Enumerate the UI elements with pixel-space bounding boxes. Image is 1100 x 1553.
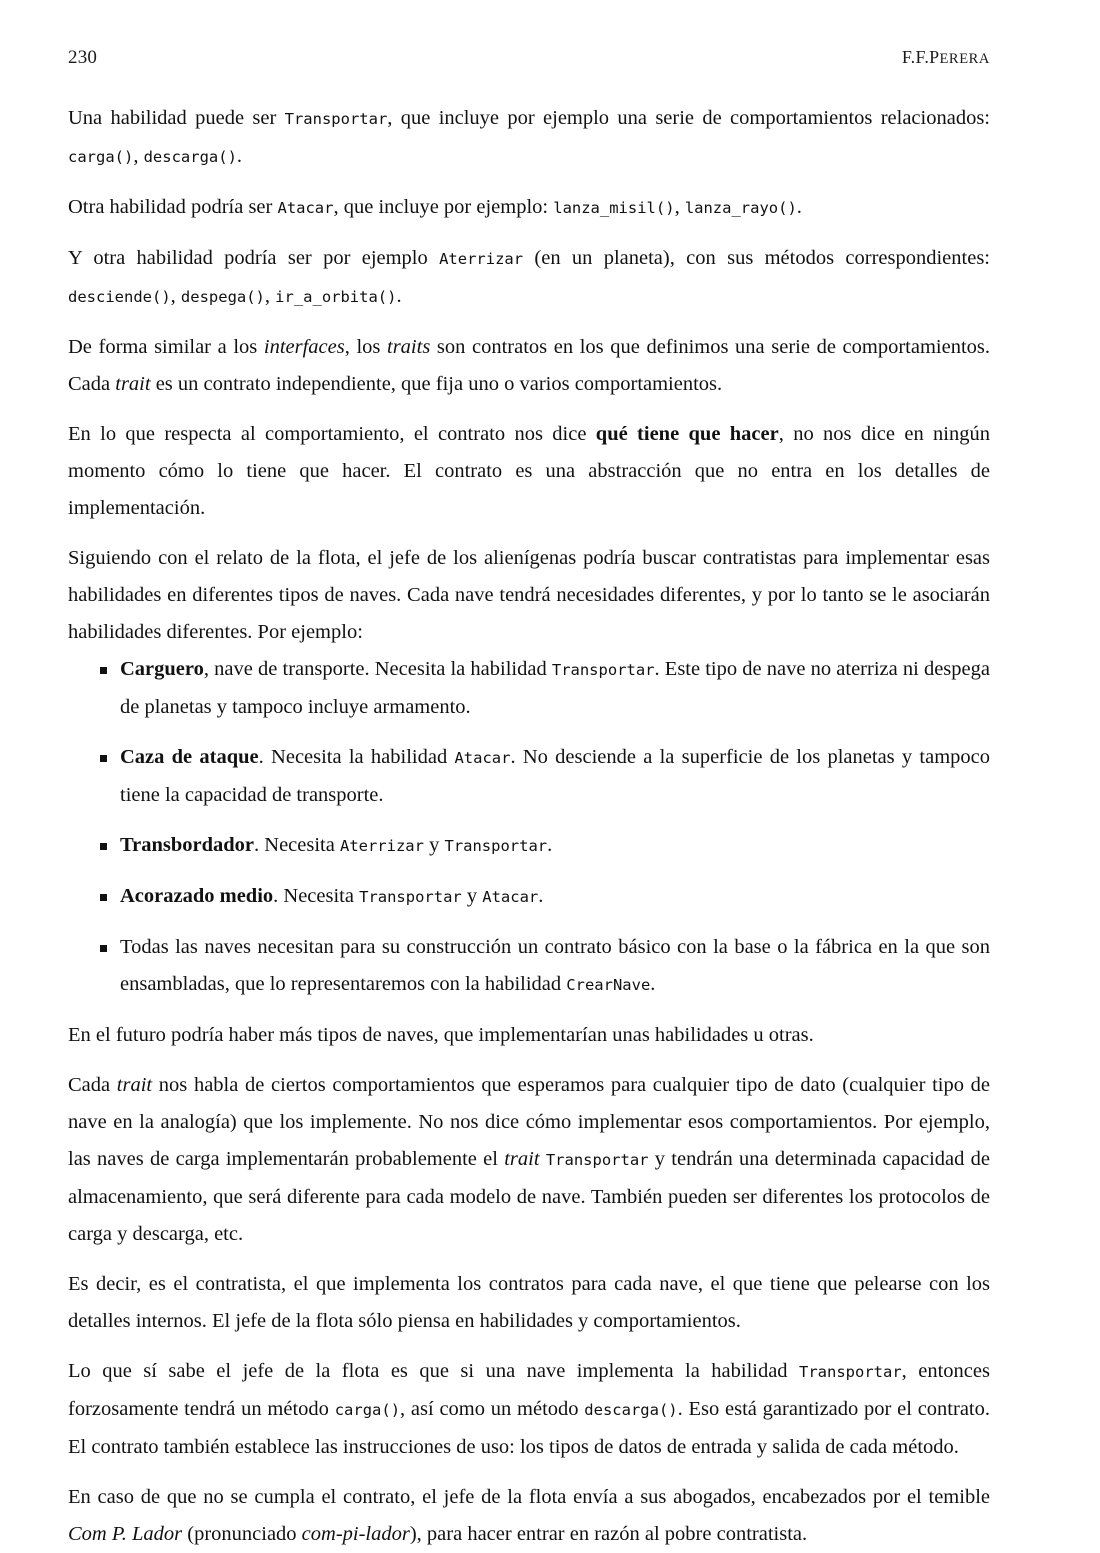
- emphasis-span: trait: [116, 1074, 153, 1096]
- ship-types-list: [68, 651, 990, 1004]
- text-span: nos habla de ciertos comportamientos que esperamos para cualquier tipo de dato (cualquier tipo de nave en la analogía) que los implemente. No nos dice cómo implementar esos comportamientos. Por ejemplo, las naves de carga implementarán probablemente el: [68, 1074, 990, 1170]
- code-span: Aterrizar: [439, 250, 524, 268]
- text-span: (pronunciado: [182, 1523, 302, 1545]
- code-span: desciende(): [68, 288, 171, 306]
- p-habilidad-aterrizar: [68, 240, 990, 316]
- code-span: despega(): [180, 288, 265, 306]
- text-span: , que incluye por ejemplo:: [333, 196, 554, 218]
- text-span: y: [423, 834, 445, 856]
- text-span: Otra habilidad podría ser: [68, 196, 278, 218]
- running-head-author-smallcaps: ERERA: [939, 51, 990, 67]
- text-span: ,: [264, 285, 276, 307]
- text-span: es un contrato independiente, que fija uno o varios comportamientos.: [150, 373, 723, 395]
- text-span: Siguiendo con el relato de la flota, el jefe de los alienígenas podría buscar contratistas para implementar esas habilidades en diferentes tipos de naves. Cada nave tendrá necesidades diferentes, y por lo tanto se le asociarán habilidades diferentes. Por ejemplo:: [68, 547, 990, 643]
- text-span: Es decir, es el contratista, el que implementa los contratos para cada nave, el que tiene que pelearse con los detalles internos. El jefe de la flota sólo piensa en habilidades y comportamientos.: [68, 1273, 990, 1332]
- p-habilidad-atacar: [68, 189, 990, 227]
- bullet-square-icon: [100, 667, 107, 674]
- code-span: Transportar: [359, 888, 462, 906]
- b-carguero: [68, 651, 990, 726]
- code-span: Transportar: [545, 1151, 649, 1169]
- code-span: descarga(): [143, 148, 237, 166]
- emphasis-span: trait: [115, 373, 151, 395]
- code-span: Transportar: [444, 837, 548, 855]
- text-span: .: [547, 834, 553, 856]
- running-head-author-caps: F.F.P: [901, 47, 940, 67]
- paragraphs-before-list: [68, 100, 990, 651]
- text-span: ,: [170, 285, 181, 307]
- b-transbordador: [68, 827, 990, 865]
- text-span: Una habilidad puede ser: [68, 107, 285, 129]
- text-span: ,: [674, 196, 685, 218]
- text-span: .: [396, 285, 402, 307]
- p-futuro-naves: [68, 1017, 990, 1054]
- p-contratista: [68, 1266, 990, 1340]
- running-head-author: [902, 44, 990, 72]
- strong-span: qué tiene que hacer: [595, 423, 779, 445]
- emphasis-span: trait: [504, 1148, 540, 1170]
- strong-span: Acorazado medio: [120, 885, 274, 907]
- text-span: .: [796, 196, 802, 218]
- text-span: En el futuro podría haber más tipos de naves, que implementarían unas habilidades u otras.: [68, 1024, 814, 1046]
- body-content: [68, 100, 990, 1553]
- p-relato-flota: [68, 540, 990, 651]
- text-span: Todas las naves necesitan para su construcción un contrato básico con la base o la fábrica en la que son ensambladas, que lo representaremos con la habilidad: [120, 936, 990, 995]
- code-span: lanza_misil(): [553, 199, 675, 217]
- p-habilidad-transportar: [68, 100, 990, 176]
- code-span: carga(): [334, 1401, 401, 1419]
- text-span: De forma similar a los: [68, 336, 264, 358]
- text-span: Lo que sí sabe el jefe de la flota es que si una nave implementa la habilidad: [68, 1360, 800, 1382]
- code-span: descarga(): [584, 1401, 678, 1419]
- b-crearnave: [68, 929, 990, 1004]
- text-span: Cada: [68, 1074, 117, 1096]
- text-span: En lo que respecta al comportamiento, el contrato nos dice: [68, 423, 596, 445]
- text-span: . Eso está garantizado por el contrato. El contrato también establece las instrucciones de uso: los tipos de datos de entrada y salida de cada método.: [68, 1398, 990, 1458]
- p-traits-contratos: [68, 329, 990, 403]
- emphasis-span: interfaces: [263, 336, 345, 358]
- code-span: lanza_rayo(): [684, 199, 797, 217]
- bullet-square-icon: [100, 755, 107, 762]
- running-head: [68, 44, 990, 70]
- code-span: Atacar: [454, 749, 511, 767]
- emphasis-span: Com P. Lador: [68, 1523, 183, 1545]
- text-span: .: [650, 973, 656, 995]
- code-span: Transportar: [799, 1363, 902, 1381]
- b-acorazado-medio: [68, 878, 990, 916]
- bullet-square-icon: [100, 945, 107, 952]
- code-span: Atacar: [277, 199, 334, 217]
- text-span: .: [236, 145, 243, 167]
- p-com-p-lador: [68, 1479, 990, 1553]
- text-span: . No desciende a la superficie de los planetas y tampoco tiene la capacidad de transporte.: [120, 746, 990, 806]
- text-span: .: [538, 885, 544, 907]
- text-span: ,: [133, 145, 144, 167]
- strong-span: Caza de ataque: [120, 746, 259, 768]
- text-span: , entonces forzosamente tendrá un método: [68, 1360, 990, 1420]
- code-span: Transportar: [551, 661, 655, 679]
- text-span: y: [461, 885, 483, 907]
- strong-span: Transbordador: [120, 834, 255, 856]
- code-span: Aterrizar: [339, 837, 424, 855]
- bullet-square-icon: [100, 843, 107, 850]
- text-span: , así como un método: [400, 1398, 585, 1420]
- text-span: , que incluye por ejemplo una serie de comportamientos relacionados:: [387, 107, 990, 129]
- text-span: . Necesita: [273, 885, 360, 907]
- text-span: son contratos en los que definimos una serie de comportamientos. Cada: [68, 336, 990, 395]
- emphasis-span: traits: [387, 336, 431, 358]
- text-span: . Este tipo de nave no aterriza ni despega de planetas y tampoco incluye armamento.: [120, 658, 990, 718]
- text-span: , no nos dice en ningún momento cómo lo tiene que hacer. El contrato es una abstracción que no entra en los detalles de implementación.: [68, 423, 990, 519]
- p-cada-trait: [68, 1067, 990, 1253]
- strong-span: Carguero: [120, 658, 204, 680]
- code-span: CrearNave: [566, 976, 651, 994]
- text-span: (en un planeta), con sus métodos correspondientes:: [523, 247, 990, 269]
- text-span: ), para hacer entrar en razón al pobre contratista.: [409, 1523, 808, 1545]
- text-span: y tendrán una determinada capacidad de almacenamiento, que será diferente para cada modelo de nave. También pueden ser diferentes los protocolos de carga y descarga, etc.: [68, 1148, 991, 1245]
- p-que-tiene-que-hacer: [68, 416, 990, 527]
- bullet-square-icon: [100, 894, 107, 901]
- text-span: . Necesita: [254, 834, 340, 856]
- code-span: ir_a_orbita(): [275, 288, 397, 306]
- code-span: Atacar: [482, 888, 539, 906]
- code-span: carga(): [68, 148, 134, 166]
- code-span: Transportar: [284, 110, 388, 128]
- b-caza-de-ataque: [68, 739, 990, 814]
- text-span: . Necesita la habilidad: [258, 746, 455, 768]
- paragraphs-after-list: [68, 1017, 990, 1553]
- emphasis-span: com-pi-lador: [301, 1523, 410, 1545]
- page-number: 230: [68, 47, 98, 68]
- text-span: , nave de transporte. Necesita la habilidad: [203, 658, 552, 680]
- text-span: , los: [344, 336, 387, 358]
- text-span: Y otra habilidad podría ser por ejemplo: [68, 247, 440, 269]
- p-jefe-flota-sabe: [68, 1353, 990, 1466]
- text-span: En caso de que no se cumpla el contrato, el jefe de la flota envía a sus abogados, encabezados por el temible: [68, 1486, 990, 1508]
